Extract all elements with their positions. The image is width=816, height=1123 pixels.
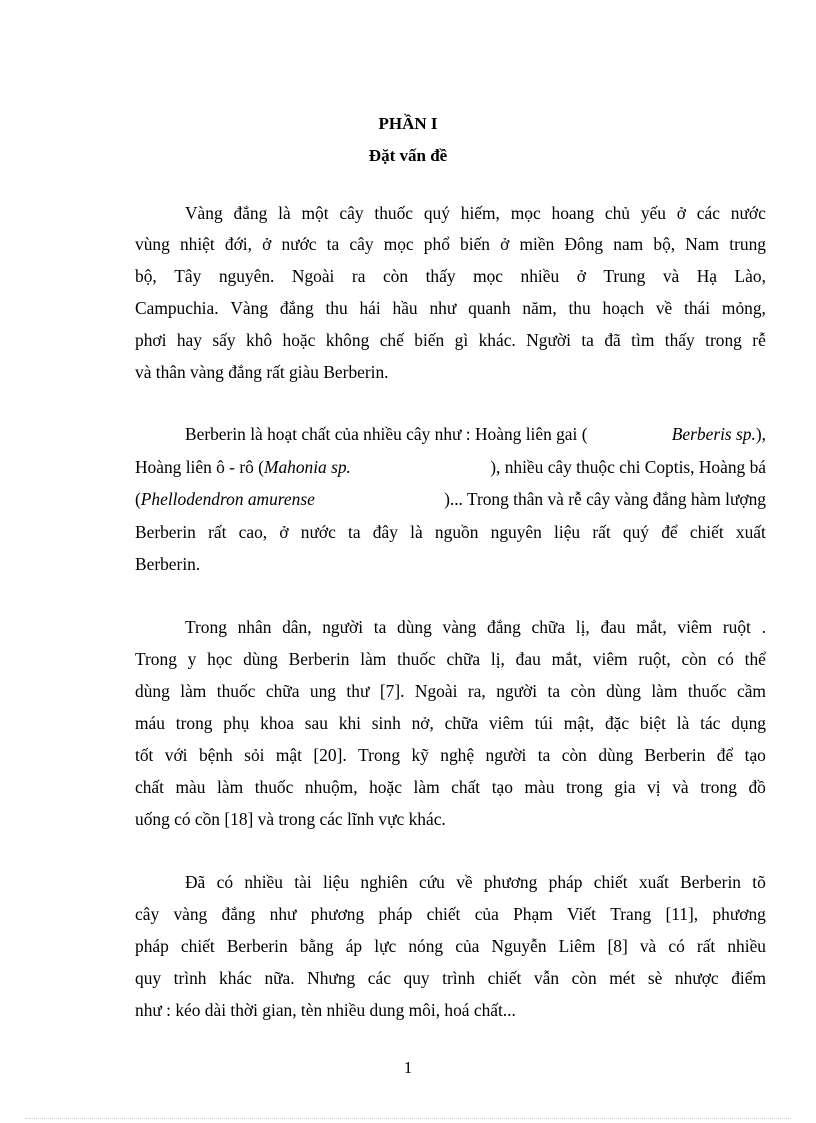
word: mắt,: [636, 617, 667, 637]
word: quý: [622, 522, 649, 542]
p4-line-4: [135, 967, 766, 989]
word: nước: [281, 234, 317, 254]
word: [7].: [379, 681, 405, 701]
word: nhiều: [244, 872, 283, 892]
word: cứu: [419, 872, 445, 892]
word: có: [668, 936, 685, 956]
word: [11],: [665, 904, 699, 924]
word: Vàng: [185, 203, 223, 223]
p2-line-3: [135, 488, 766, 510]
word: [20].: [313, 745, 347, 765]
word: nghệ: [440, 745, 475, 765]
p2-l2-end: ), nhiều cây thuộc chi Coptis, Hoàng bá: [490, 457, 766, 477]
word: nghiên: [360, 872, 408, 892]
word: chiết: [180, 936, 215, 956]
word: bộ,: [653, 234, 676, 254]
word: Liêm: [558, 936, 596, 956]
word: biệt: [639, 713, 666, 733]
word: khoa: [260, 713, 294, 733]
word: viêm: [592, 649, 628, 669]
word: hầu: [392, 298, 418, 318]
word: học: [207, 649, 233, 669]
word: còn: [382, 266, 409, 286]
word: hái: [359, 298, 381, 318]
word: thuốc: [374, 203, 414, 223]
word: .: [761, 617, 766, 637]
word: ta: [581, 330, 594, 350]
word: ta: [348, 522, 361, 542]
word: các: [696, 203, 720, 223]
word: sau: [304, 713, 328, 733]
word: ta: [373, 617, 387, 637]
word: Lào,: [734, 266, 766, 286]
word: Trong: [185, 617, 227, 637]
word: và: [672, 777, 689, 797]
word: phổ: [423, 234, 450, 254]
word: Berberin: [644, 745, 706, 765]
word: vùng: [135, 234, 170, 254]
word: thuốc: [397, 649, 436, 669]
word: cao,: [238, 522, 268, 542]
word: xuất: [638, 872, 669, 892]
word: Trung: [603, 266, 646, 286]
word: nam: [613, 234, 644, 254]
word: làm: [360, 649, 387, 669]
word: liệu: [554, 522, 581, 542]
word: Người: [526, 330, 571, 350]
section-title: Đặt vấn đề: [368, 146, 448, 165]
word: Trong: [135, 649, 177, 669]
word: như: [269, 904, 297, 924]
word: đau: [600, 617, 626, 637]
p2-l1-italic: Berberis sp.: [671, 424, 756, 444]
word: mắt,: [551, 649, 583, 669]
part-heading: PHẦN I: [378, 114, 438, 133]
word: tõ: [752, 872, 766, 892]
word: tác: [700, 713, 721, 733]
word: nhiều: [520, 266, 560, 286]
word: làm: [217, 777, 244, 797]
word: trong: [705, 330, 742, 350]
word: Berberin: [288, 649, 350, 669]
word: chiết: [426, 904, 461, 924]
word: người: [322, 617, 364, 637]
word: cây: [349, 234, 374, 254]
word: viêm: [677, 617, 713, 637]
word: xuất: [735, 522, 766, 542]
word: để: [716, 745, 734, 765]
p3-line-4: [135, 712, 766, 734]
word: cầm: [736, 681, 766, 701]
word: hay: [176, 330, 202, 350]
word: chiết: [593, 872, 628, 892]
word: áp: [345, 936, 363, 956]
p1-line-5: [135, 329, 766, 351]
p1-line-3: [135, 265, 766, 287]
word: tạo: [491, 777, 513, 797]
word: làm: [413, 777, 440, 797]
word: ruột,: [638, 649, 671, 669]
word: Viết: [567, 904, 596, 924]
word: có: [216, 872, 234, 892]
word: tốt: [135, 745, 154, 765]
word: nguồn: [434, 522, 479, 542]
word: nữa.: [264, 968, 295, 988]
word: ở: [279, 522, 289, 542]
p2-l3-italic: Phellodendron amurense: [140, 489, 315, 509]
word: đặc: [604, 713, 630, 733]
word: để: [661, 522, 678, 542]
word: mỏng,: [721, 298, 766, 318]
word: thu: [568, 298, 591, 318]
word: và: [662, 266, 680, 286]
word: phương: [483, 872, 538, 892]
word: cây: [135, 904, 160, 924]
word: Vàng: [230, 298, 269, 318]
word: quy: [135, 968, 162, 988]
word: về: [456, 872, 473, 892]
p2-line-5: Berberin.: [135, 554, 201, 574]
word: rất: [208, 522, 227, 542]
word: trung: [729, 234, 766, 254]
word: năm,: [522, 298, 557, 318]
word: còn: [570, 681, 596, 701]
word: điểm: [731, 968, 766, 988]
word: dùng: [606, 681, 641, 701]
word: Đã: [185, 872, 206, 892]
word: chất: [135, 777, 164, 797]
word: chiết: [487, 968, 522, 988]
word: còn: [561, 745, 587, 765]
word: Campuchia.: [135, 298, 219, 318]
word: đây: [372, 522, 398, 542]
word: về: [655, 298, 673, 318]
word: hoạch: [602, 298, 645, 318]
word: trong: [175, 713, 213, 733]
word: còn: [571, 968, 597, 988]
word: miền: [519, 234, 555, 254]
word: mật,: [563, 713, 595, 733]
word: ở: [500, 234, 510, 254]
word: sấy: [212, 330, 236, 350]
word: lực: [374, 936, 397, 956]
word: màu: [175, 777, 206, 797]
word: nguyên.: [218, 266, 275, 286]
word: với: [164, 745, 188, 765]
word: nóng: [408, 936, 444, 956]
word: thu: [325, 298, 348, 318]
word: trình: [442, 968, 476, 988]
word: hoặc: [369, 777, 402, 797]
word: Nhưng: [307, 968, 356, 988]
word: khi: [338, 713, 361, 733]
word: một: [301, 203, 329, 223]
word: quanh: [468, 298, 511, 318]
word: tìm: [631, 330, 655, 350]
word: đắng: [279, 298, 314, 318]
word: mọc: [510, 203, 541, 223]
word: ở: [676, 203, 686, 223]
p1-line-6: và thân vàng đắng rất giàu Berberin.: [135, 362, 389, 382]
p2-l1-end: ),: [755, 424, 766, 444]
word: ta: [326, 234, 340, 254]
word: phương: [712, 904, 766, 924]
word: gia: [614, 777, 636, 797]
p4-line-3: [135, 935, 766, 957]
word: pháp: [548, 872, 583, 892]
word: chủ: [604, 203, 630, 223]
word: viêm: [488, 713, 524, 733]
word: sỏi: [244, 745, 265, 765]
word: của: [474, 904, 499, 924]
word: dùng: [397, 617, 432, 637]
word: đắng: [233, 203, 268, 223]
p2-line-4: [135, 521, 766, 543]
word: dùng: [135, 681, 170, 701]
word: ra: [351, 266, 366, 286]
p3-line-1: [185, 616, 766, 638]
word: pháp: [378, 904, 413, 924]
word: ra,: [467, 681, 486, 701]
word: thể: [744, 649, 766, 669]
word: chữa: [444, 713, 479, 733]
word: bệnh: [198, 745, 233, 765]
word: nở,: [411, 713, 434, 733]
word: vị: [647, 777, 661, 797]
word: thuốc: [687, 681, 727, 701]
word: nhân: [237, 617, 272, 637]
word: hiếm,: [460, 203, 500, 223]
word: rất: [592, 522, 611, 542]
word: Hạ: [696, 266, 718, 286]
word: khô: [246, 330, 273, 350]
word: chữa: [446, 649, 481, 669]
word: là: [676, 713, 690, 733]
p3-line-7: uống có cồn [18] và trong các lĩnh vực khác.: [135, 809, 446, 829]
word: đới,: [224, 234, 252, 254]
word: ung: [309, 681, 336, 701]
word: thuốc: [254, 777, 294, 797]
word: Berberin: [226, 936, 288, 956]
word: là: [278, 203, 291, 223]
word: và: [639, 936, 657, 956]
word: nhược: [674, 968, 719, 988]
word: còn: [681, 649, 707, 669]
p3-line-2: [135, 648, 766, 670]
p4-line-5: như : kéo dài thời gian, tèn nhiều dung môi, hoá chất...: [135, 1000, 516, 1020]
word: nguyên: [490, 522, 542, 542]
word: đắng: [221, 904, 256, 924]
p2-l3-end: )... Trong thân và rễ cây vàng đắng hàm lượng: [444, 489, 766, 509]
word: mọc: [383, 234, 414, 254]
word: là: [410, 522, 423, 542]
word: trình: [173, 968, 207, 988]
word: khác.: [478, 330, 516, 350]
word: biến: [460, 234, 490, 254]
word: có: [717, 649, 734, 669]
word: trong: [566, 777, 603, 797]
p2-l1-text: Berberin là hoạt chất của nhiều cây như : Hoàng liên gai (: [185, 424, 588, 444]
word: kỹ: [411, 745, 429, 765]
word: dân,: [282, 617, 312, 637]
p1-line-4: [135, 297, 766, 319]
word: túi: [534, 713, 553, 733]
word: người: [485, 745, 527, 765]
word: gì: [454, 330, 469, 350]
word: thư: [346, 681, 370, 701]
word: dùng: [243, 649, 278, 669]
word: biến: [414, 330, 445, 350]
word: chữa: [265, 681, 300, 701]
word: ta: [537, 745, 551, 765]
p3-line-6: [135, 776, 766, 798]
word: bộ,: [135, 266, 157, 286]
word: ta: [547, 681, 561, 701]
word: sinh: [371, 713, 401, 733]
word: Nguyễn: [491, 936, 547, 956]
word: quý: [423, 203, 450, 223]
word: hoặc: [282, 330, 316, 350]
word: mật: [275, 745, 302, 765]
word: Ngoài: [414, 681, 458, 701]
word: Tây: [174, 266, 202, 286]
word: Đông: [564, 234, 604, 254]
word: Berberin: [680, 872, 741, 892]
p3-line-3: [135, 680, 766, 702]
p2-line-1: [185, 423, 766, 445]
word: nhiệt: [179, 234, 215, 254]
word: phương: [310, 904, 365, 924]
word: Trong: [358, 745, 401, 765]
word: màu: [524, 777, 555, 797]
word: đồ: [748, 777, 766, 797]
word: làm: [651, 681, 678, 701]
word: thái: [684, 298, 711, 318]
word: chiết: [689, 522, 724, 542]
word: ở: [576, 266, 586, 286]
footer-divider: [25, 1118, 791, 1119]
word: nhuộm,: [304, 777, 358, 797]
word: chữa: [531, 617, 566, 637]
word: cây: [339, 203, 364, 223]
word: phụ: [223, 713, 250, 733]
page-number: 1: [403, 1058, 413, 1077]
word: vẫn: [533, 968, 560, 988]
word: ở: [262, 234, 272, 254]
word: vàng: [173, 904, 208, 924]
word: nước: [730, 203, 766, 223]
word: mét: [609, 968, 636, 988]
word: đắng: [487, 617, 521, 637]
word: chất: [451, 777, 481, 797]
word: khác: [219, 968, 252, 988]
word: yếu: [640, 203, 666, 223]
p1-line-1: [185, 202, 766, 224]
word: rất: [696, 936, 716, 956]
word: Nam: [685, 234, 720, 254]
word: chế: [379, 330, 404, 350]
word: tài: [294, 872, 312, 892]
word: lị,: [490, 649, 505, 669]
word: như: [429, 298, 457, 318]
word: dụng: [731, 713, 766, 733]
p4-line-2: [135, 903, 766, 925]
word: tạo: [744, 745, 766, 765]
word: phơi: [135, 330, 167, 350]
word: dùng: [598, 745, 634, 765]
p2-l3-open: (: [135, 489, 141, 509]
word: sè: [647, 968, 663, 988]
p1-line-2: [135, 233, 766, 255]
word: máu: [135, 713, 165, 733]
word: pháp: [135, 936, 169, 956]
p2-l2-text: Hoàng liên ô - rô (: [135, 457, 264, 477]
word: rễ: [752, 330, 766, 350]
word: thuốc: [216, 681, 256, 701]
word: không: [325, 330, 370, 350]
word: ruột: [722, 617, 751, 637]
word: hoang: [551, 203, 595, 223]
word: [8]: [607, 936, 628, 956]
p2-l2-italic: Mahonia sp.: [263, 457, 351, 477]
word: người: [496, 681, 538, 701]
word: vàng: [442, 617, 477, 637]
word: trong: [700, 777, 737, 797]
word: của: [455, 936, 480, 956]
p3-line-5: [135, 744, 766, 766]
word: đau: [515, 649, 541, 669]
word: liệu: [322, 872, 350, 892]
word: Ngoài: [291, 266, 335, 286]
word: Trang: [610, 904, 652, 924]
word: Phạm: [513, 904, 553, 924]
word: thấy: [425, 266, 456, 286]
word: các: [367, 968, 391, 988]
word: quy: [403, 968, 430, 988]
word: nước: [300, 522, 336, 542]
word: bằng: [299, 936, 334, 956]
word: Berberin: [135, 522, 196, 542]
word: làm: [180, 681, 207, 701]
word: nhiều: [727, 936, 766, 956]
word: mọc: [473, 266, 504, 286]
word: thấy: [664, 330, 695, 350]
word: y: [187, 649, 197, 669]
word: lị,: [575, 617, 590, 637]
p4-line-1: [185, 871, 766, 893]
p2-line-2: [135, 456, 766, 478]
word: đã: [604, 330, 621, 350]
